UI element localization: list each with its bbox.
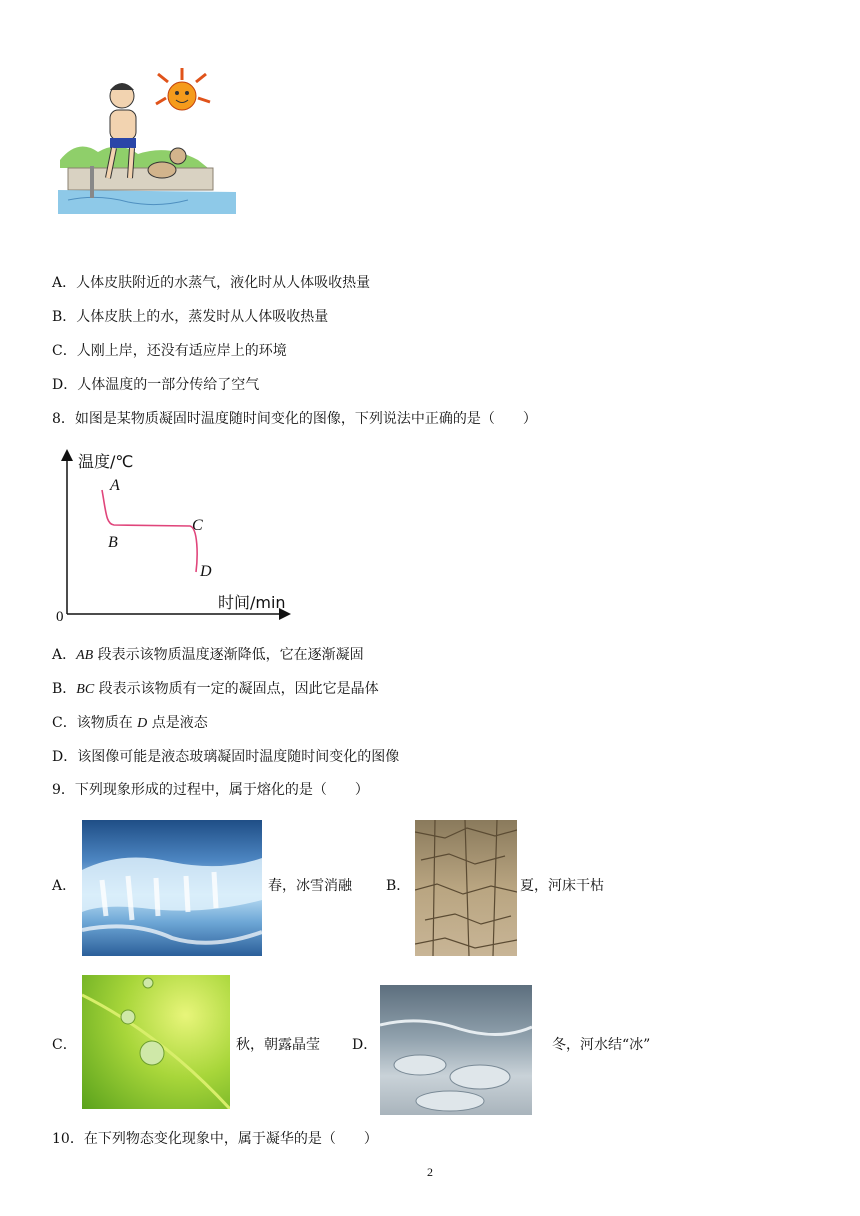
q9-option-a-letter: A． (52, 878, 77, 894)
point-label-c: C (192, 517, 203, 534)
q8-cooling-curve-chart (52, 446, 302, 622)
y-axis-label: 温度/℃ (78, 452, 134, 471)
cooling-curve (102, 490, 197, 572)
q9-option-b-letter: B． (386, 878, 411, 894)
q8-stem: 8．如图是某物质凝固时温度随时间变化的图像，下列说法中正确的是（ ） (52, 411, 537, 427)
swimmer-cartoon-illustration (58, 68, 236, 214)
q7-option-b: B．人体皮肤上的水，蒸发时从人体吸收热量 (52, 309, 329, 325)
q9-option-c-caption: 秋，朝露晶莹 (236, 1037, 320, 1053)
q8-option-b: B．BC 段表示该物质有一定的凝固点，因此它是晶体 (52, 681, 379, 697)
x-axis-label: 时间/min (218, 593, 286, 612)
q9-option-a-caption: 春，冰雪消融 (268, 878, 352, 894)
q9-option-b-dry-riverbed-photo (415, 820, 517, 956)
q9-stem: 9．下列现象形成的过程中，属于熔化的是（ ） (52, 782, 369, 798)
q9-option-b-caption: 夏，河床干枯 (520, 878, 604, 894)
point-label-d: D (200, 563, 212, 580)
origin-label: 0 (56, 609, 64, 622)
q8-option-c: C．该物质在 D 点是液态 (52, 715, 208, 731)
q9-option-d-letter: D． (352, 1037, 378, 1053)
q7-option-a: A．人体皮肤附近的水蒸气，液化时从人体吸收热量 (52, 275, 371, 291)
q9-option-a-ice-melting-photo (82, 820, 262, 956)
point-label-b: B (108, 534, 118, 551)
q9-option-c-dew-leaf-photo (82, 975, 230, 1109)
q9-option-d-frozen-river-photo (380, 985, 532, 1115)
page-number: 2 (427, 1165, 433, 1179)
q10-stem: 10．在下列物态变化现象中，属于凝华的是（ ） (52, 1131, 378, 1147)
q9-option-c-letter: C． (52, 1037, 77, 1053)
q7-option-d: D．人体温度的一部分传给了空气 (52, 377, 260, 393)
q7-option-c: C．人刚上岸，还没有适应岸上的环境 (52, 343, 287, 359)
q9-option-d-caption: 冬，河水结“冰” (552, 1037, 651, 1053)
point-label-a: A (110, 477, 120, 494)
q8-option-a: A．AB 段表示该物质温度逐渐降低，它在逐渐凝固 (52, 647, 364, 663)
q8-option-d: D．该图像可能是液态玻璃凝固时温度随时间变化的图像 (52, 749, 400, 765)
